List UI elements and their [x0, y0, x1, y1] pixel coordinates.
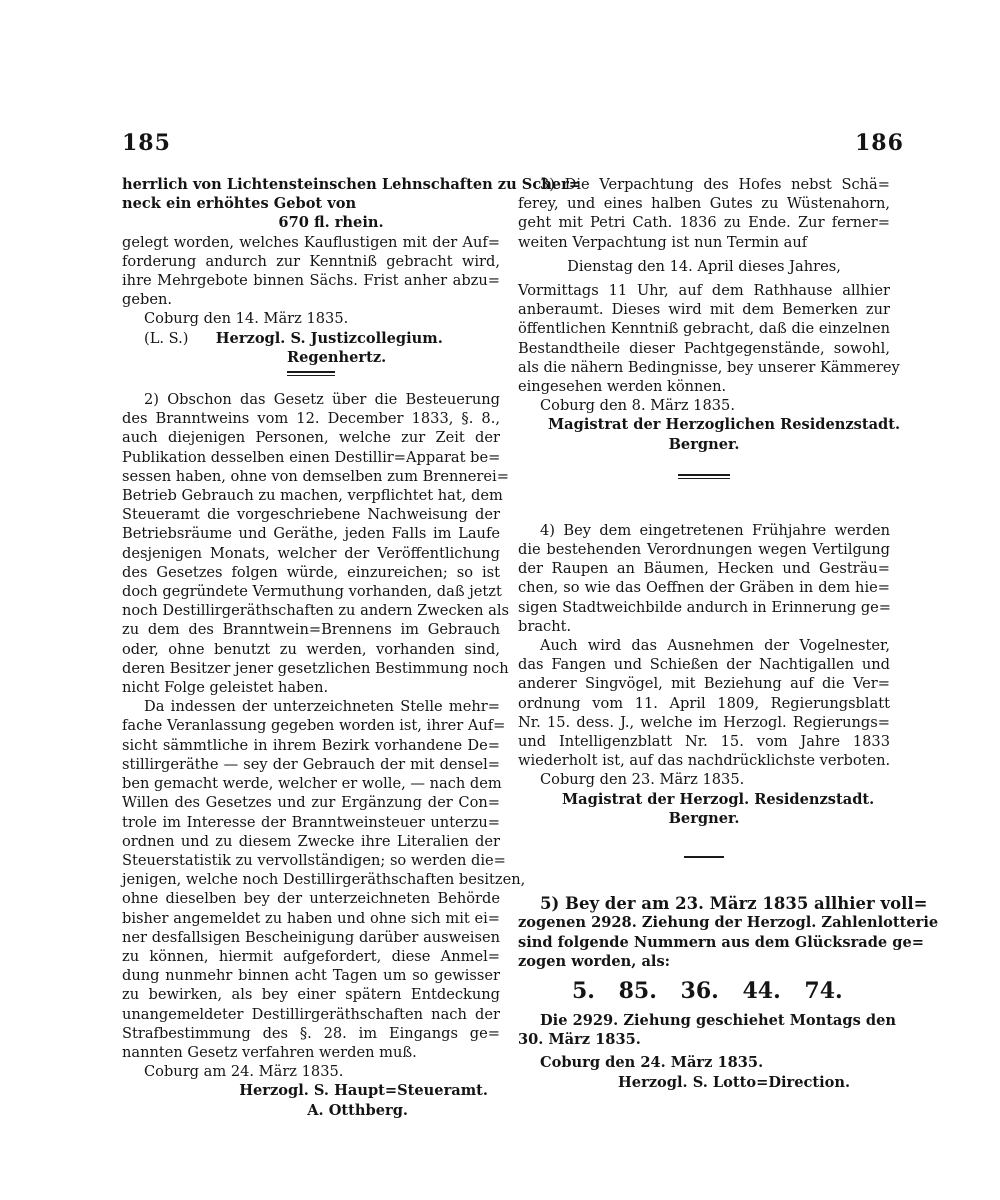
text-line: noch Destillirgeräthschaften zu andern Zwecken als	[122, 602, 509, 620]
notice-5	[518, 894, 939, 1092]
text-line: Betrieb Gebrauch zu machen, verpflichtet hat, dem	[122, 487, 503, 505]
text-line: zu bewirken, als bey einer spätern Entdeckung	[122, 986, 500, 1004]
text-line: stillirgeräthe — sey der Gebrauch der mit densel=	[122, 755, 500, 773]
text-line: deren Besitzer jener gesetzlichen Bestimmung noch	[122, 659, 509, 677]
text-line: Strafbestimmung des §. 28. im Eingangs ge=	[122, 1024, 500, 1042]
notice-signer: A. Otthberg.	[307, 1101, 408, 1119]
text-line: herrlich von Lichtensteinschen Lehnschaften zu Scher=	[122, 176, 582, 193]
text-line: ordnen und zu diesem Zwecke ihre Literalien der	[122, 832, 500, 850]
text-line: das Fangen und Schießen der Nachtigallen und	[518, 656, 890, 674]
text-line: Die 2929. Ziehung geschiehet Montags den	[540, 1011, 896, 1029]
text-line: Da indessen der unterzeichneten Stelle mehr=	[144, 698, 500, 716]
notice-date: Coburg den 23. März 1835.	[540, 771, 745, 789]
notice-1	[122, 175, 582, 376]
text-line: Publikation desselben einen Destillir=Apparat be=	[122, 448, 501, 466]
text-line: auch diejenigen Personen, welche zur Zeit der	[122, 429, 500, 447]
text-line: zogenen 2928. Ziehung der Herzogl. Zahlenlotterie	[518, 914, 939, 932]
text-line: eingesehen werden können.	[518, 378, 727, 396]
notice-authority: Herzogl. S. Haupt=Steueramt.	[239, 1082, 488, 1100]
text-line: geht mit Petri Cath. 1836 zu Ende. Zur ferner=	[518, 214, 890, 232]
notice-2	[122, 390, 526, 1120]
notice-date: Coburg am 24. März 1835.	[144, 1063, 344, 1081]
text-line: unangemeldeter Destillirgeräthschaften nach der	[122, 1005, 500, 1023]
section-divider	[287, 371, 335, 376]
text-line: ohne dieselben bey der unterzeichneten Behörde	[122, 890, 500, 908]
text-line: Willen des Gesetzes und zur Ergänzung der Con=	[122, 794, 500, 812]
text-line: als die nähern Bedingnisse, bey unserer Kämmerey	[518, 358, 900, 376]
notice-signer: Bergner.	[668, 435, 740, 453]
notice-date: Coburg den 14. März 1835.	[144, 310, 349, 328]
page-number-left: 185	[122, 130, 171, 156]
text-line: 5) Bey der am 23. März 1835 allhier voll=	[540, 894, 928, 914]
text-line: des Branntweins vom 12. December 1833, §. 8.,	[122, 410, 500, 428]
text-line: sessen haben, ohne von demselben zum Brennerei=	[122, 467, 509, 485]
section-divider	[684, 856, 724, 858]
text-line: Vormittags 11 Uhr, auf dem Rathhause allhier	[518, 282, 890, 300]
notice-authority: Magistrat der Herzogl. Residenzstadt.	[562, 790, 875, 808]
right-column	[518, 175, 939, 1092]
text-line: öffentlichen Kenntniß gebracht, daß die einzelnen	[518, 320, 890, 338]
text-line: nannten Gesetz verfahren werden muß.	[122, 1043, 417, 1061]
bid-amount: 670 fl. rhein.	[278, 214, 384, 232]
text-line: sicht sämmtliche in ihrem Bezirk vorhandene De=	[122, 736, 500, 754]
text-line: anderer Singvögel, mit Beziehung auf die Ver=	[518, 675, 890, 693]
text-line: chen, so wie das Oeffnen der Gräben in dem hie=	[518, 579, 890, 597]
text-line: doch gegründete Vermuthung vorhanden, daß jetzt	[122, 583, 502, 601]
text-line: bisher angemeldet zu haben und ohne sich mit ei=	[122, 909, 500, 927]
text-line: forderung andurch zur Kenntniß gebracht wird,	[122, 252, 500, 270]
text-line: anberaumt. Dieses wird mit dem Bemerken zur	[518, 301, 890, 319]
seal-mark: (L. S.)	[144, 329, 189, 347]
text-line: trole im Interesse der Branntweinsteuer unterzu=	[122, 813, 500, 831]
notice-4	[518, 521, 890, 858]
text-line: Auch wird das Ausnehmen der Vogelnester,	[540, 637, 890, 655]
text-line: sind folgende Nummern aus dem Glücksrade ge=	[518, 933, 925, 951]
text-line: fache Veranlassung gegeben worden ist, ihrer Auf=	[122, 717, 506, 735]
page-number-right: 186	[855, 130, 904, 156]
lottery-numbers: 5. 85. 36. 44. 74.	[572, 977, 843, 1004]
text-line: zu können, hiermit aufgefordert, diese Anmel=	[122, 947, 500, 965]
text-line: des Gesetzes folgen würde, einzureichen; so ist	[122, 563, 500, 581]
text-line: ihre Mehrgebote binnen Sächs. Frist anher abzu=	[122, 272, 500, 290]
section-divider	[678, 474, 730, 479]
term-date: Dienstag den 14. April dieses Jahres,	[567, 257, 841, 275]
text-line: der Raupen an Bäumen, Hecken und Gesträu=	[518, 560, 890, 578]
notice-authority: Herzogl. S. Justizcollegium.	[215, 329, 443, 347]
notice-date: Coburg den 24. März 1835.	[540, 1054, 764, 1072]
text-line: geben.	[122, 291, 172, 309]
text-line: nicht Folge geleistet haben.	[122, 679, 329, 697]
notice-signer: Regenhertz.	[287, 348, 387, 366]
text-line: ner desfallsigen Bescheinigung darüber ausweisen	[122, 928, 500, 946]
text-line: ben gemacht werde, welcher er wolle, — nach dem	[122, 775, 502, 793]
text-line: zu dem des Branntwein=Brennens im Gebrauch	[122, 621, 500, 639]
text-line: ferey, und eines halben Gutes zu Wüstenahorn,	[518, 195, 890, 213]
text-line: desjenigen Monats, welcher der Veröffentlichung	[122, 544, 500, 562]
text-line: 3) Die Verpachtung des Hofes nebst Schä=	[540, 176, 890, 193]
text-line: dung nunmehr binnen acht Tagen um so gewisser	[122, 967, 500, 985]
text-line: wiederholt ist, auf das nachdrücklichste verboten.	[518, 752, 891, 770]
text-line: 2) Obschon das Gesetz über die Besteuerung	[144, 391, 500, 409]
text-line: und Intelligenzblatt Nr. 15. vom Jahre 1833	[518, 733, 890, 751]
text-line: ordnung vom 11. April 1809, Regierungsblatt	[518, 694, 890, 712]
text-line: Bestandtheile dieser Pachtgegenstände, sowohl,	[518, 339, 890, 357]
text-line: Steueramt die vorgeschriebene Nachweisung der	[122, 506, 500, 524]
text-line: oder, ohne benutzt zu werden, vorhanden sind,	[122, 640, 500, 658]
text-line: neck ein erhöhtes Gebot von	[122, 195, 357, 213]
text-line: weiten Verpachtung ist nun Termin auf	[518, 233, 808, 251]
text-line: 30. März 1835.	[518, 1031, 641, 1049]
notice-date: Coburg den 8. März 1835.	[540, 397, 735, 415]
text-line: die bestehenden Verordnungen wegen Vertilgung	[518, 541, 890, 559]
notice-3	[518, 175, 901, 479]
text-line: zogen worden, als:	[518, 952, 671, 970]
text-line: gelegt worden, welches Kauflustigen mit der Auf=	[122, 233, 500, 251]
text-line: Betriebsräume und Geräthe, jeden Falls im Laufe	[122, 525, 500, 543]
notice-signer: Bergner.	[668, 809, 740, 827]
text-line: Nr. 15. dess. J., welche im Herzogl. Regierungs=	[518, 713, 890, 731]
text-line: 4) Bey dem eingetretenen Frühjahre werden	[540, 521, 890, 539]
notice-authority: Herzogl. S. Lotto=Direction.	[618, 1073, 851, 1091]
text-line: sigen Stadtweichbilde andurch in Erinnerung ge=	[518, 598, 892, 616]
text-line: jenigen, welche noch Destillirgeräthschaften besitzen,	[122, 871, 526, 889]
notice-authority-line	[122, 329, 500, 348]
text-line: bracht.	[518, 617, 572, 635]
notice-authority: Magistrat der Herzoglichen Residenzstadt.	[548, 416, 901, 434]
text-line: Steuerstatistik zu vervollständigen; so werden die=	[122, 851, 506, 869]
